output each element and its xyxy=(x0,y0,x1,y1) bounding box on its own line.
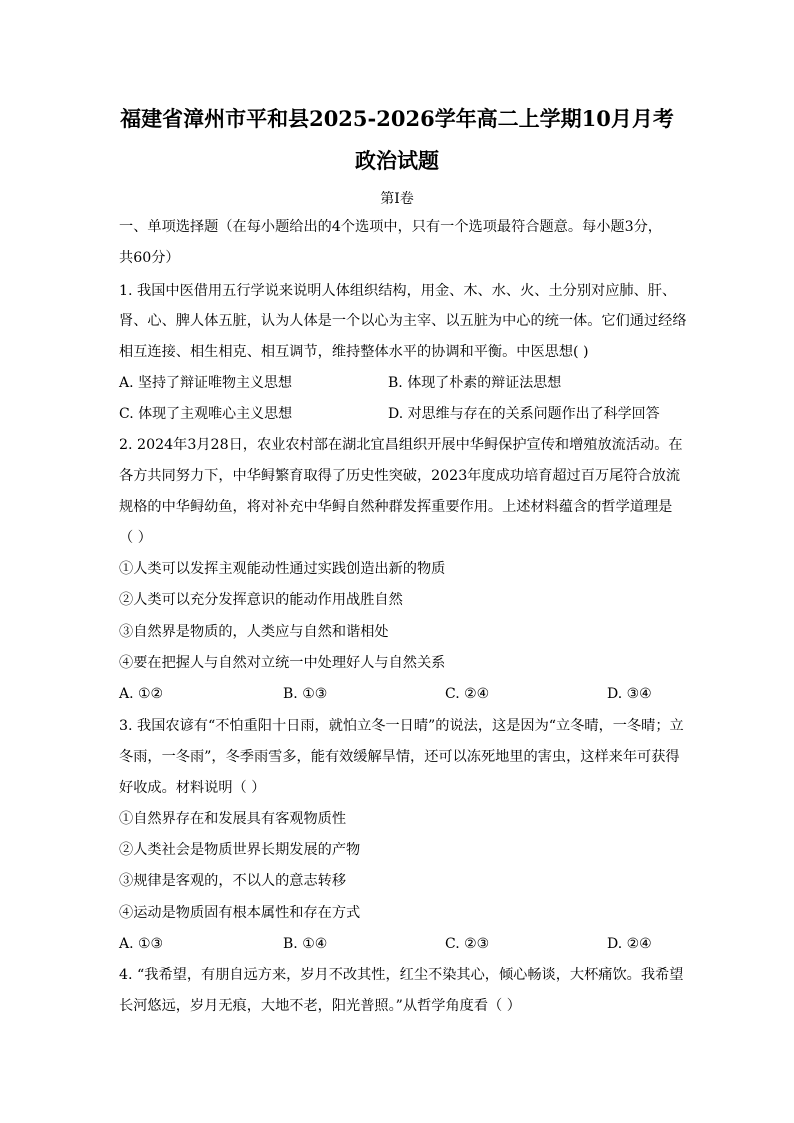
q4-stem-line1: 4. “我希望，有朋自远方来，岁月不改其性，红尘不染其心，倾心畅谈，大杯痛饮。我希望 xyxy=(119,967,684,983)
exam-subject: 政治试题 xyxy=(355,148,439,173)
q3-statement-1: ①自然界存在和发展具有客观物质性 xyxy=(119,811,347,827)
q1-stem-line2: 肾、心、脾人体五脏，认为人体是一个以心为主宰、以五脏为中心的统一体。它们通过经络 xyxy=(119,313,687,329)
q3-statement-4: ④运动是物质固有根本属性和存在方式 xyxy=(119,905,361,921)
q2-option-d: D. ③④ xyxy=(607,686,652,702)
q1-option-d: D. 对思维与存在的关系问题作出了科学回答 xyxy=(388,406,660,422)
volume-label: 第I卷 xyxy=(380,191,414,207)
q1-option-c: C. 体现了主观唯心主义思想 xyxy=(119,406,293,422)
q2-stem-line2: 各方共同努力下，中华鲟繁育取得了历史性突破，2023年度成功培育超过百万尾符合放流 xyxy=(119,468,681,484)
q3-statement-2: ②人类社会是物质世界长期发展的产物 xyxy=(119,842,361,858)
q2-stem-line1: 2. 2024年3月28日，农业农村部在湖北宜昌组织开展中华鲟保护宣传和增殖放流活动。在 xyxy=(119,437,683,453)
q3-option-c: C. ②③ xyxy=(445,936,490,952)
q2-statement-2: ②人类可以充分发挥意识的能动作用战胜自然 xyxy=(119,592,403,608)
q2-statement-4: ④要在把握人与自然对立统一中处理好人与自然关系 xyxy=(119,655,446,671)
q1-option-a: A. 坚持了辩证唯物主义思想 xyxy=(119,375,293,391)
section-heading: 一、单项选择题（在每小题给出的4个选项中，只有一个选项最符合题意。每小题3分， xyxy=(119,219,662,235)
q2-option-a: A. ①② xyxy=(119,686,164,702)
q3-statement-3: ③规律是客观的，不以人的意志转移 xyxy=(119,873,347,889)
q3-stem-line1: 3. 我国农谚有“不怕重阳十日雨，就怕立冬一日晴”的说法，这是因为“立冬晴，一冬晴；立 xyxy=(119,718,684,734)
q2-stem-line4: （ ） xyxy=(119,530,152,546)
q1-stem-line3: 相互连接、相生相克、相互调节，维持整体水平的协调和平衡。中医思想( ) xyxy=(119,344,589,360)
q2-statement-3: ③自然界是物质的，人类应与自然和谐相处 xyxy=(119,624,389,640)
exam-title: 福建省漳州市平和县2025-2026学年高二上学期10月月考 xyxy=(120,106,674,131)
q3-option-b: B. ①④ xyxy=(283,936,328,952)
q2-option-c: C. ②④ xyxy=(445,686,490,702)
q3-option-d: D. ②④ xyxy=(607,936,652,952)
q3-option-a: A. ①③ xyxy=(119,936,164,952)
q4-stem-line2: 长河悠远，岁月无痕，大地不老，阳光普照。”从哲学角度看（ ） xyxy=(119,998,521,1014)
q1-stem-line1: 1. 我国中医借用五行学说来说明人体组织结构，用金、木、水、火、土分别对应肺、肝、 xyxy=(119,283,677,299)
q2-option-b: B. ①③ xyxy=(283,686,328,702)
q2-stem-line3: 规格的中华鲟幼鱼，将对补充中华鲟自然种群发挥重要作用。上述材料蕴含的哲学道理是 xyxy=(119,499,673,515)
q3-stem-line2: 冬雨，一冬雨”，冬季雨雪多，能有效缓解旱情，还可以冻死地里的害虫，这样来年可获得 xyxy=(119,749,680,765)
q1-option-b: B. 体现了朴素的辩证法思想 xyxy=(388,375,562,391)
q2-statement-1: ①人类可以发挥主观能动性通过实践创造出新的物质 xyxy=(119,561,446,577)
section-heading-cont: 共60分） xyxy=(119,250,180,266)
q3-stem-line3: 好收成。材料说明（ ） xyxy=(119,780,266,796)
